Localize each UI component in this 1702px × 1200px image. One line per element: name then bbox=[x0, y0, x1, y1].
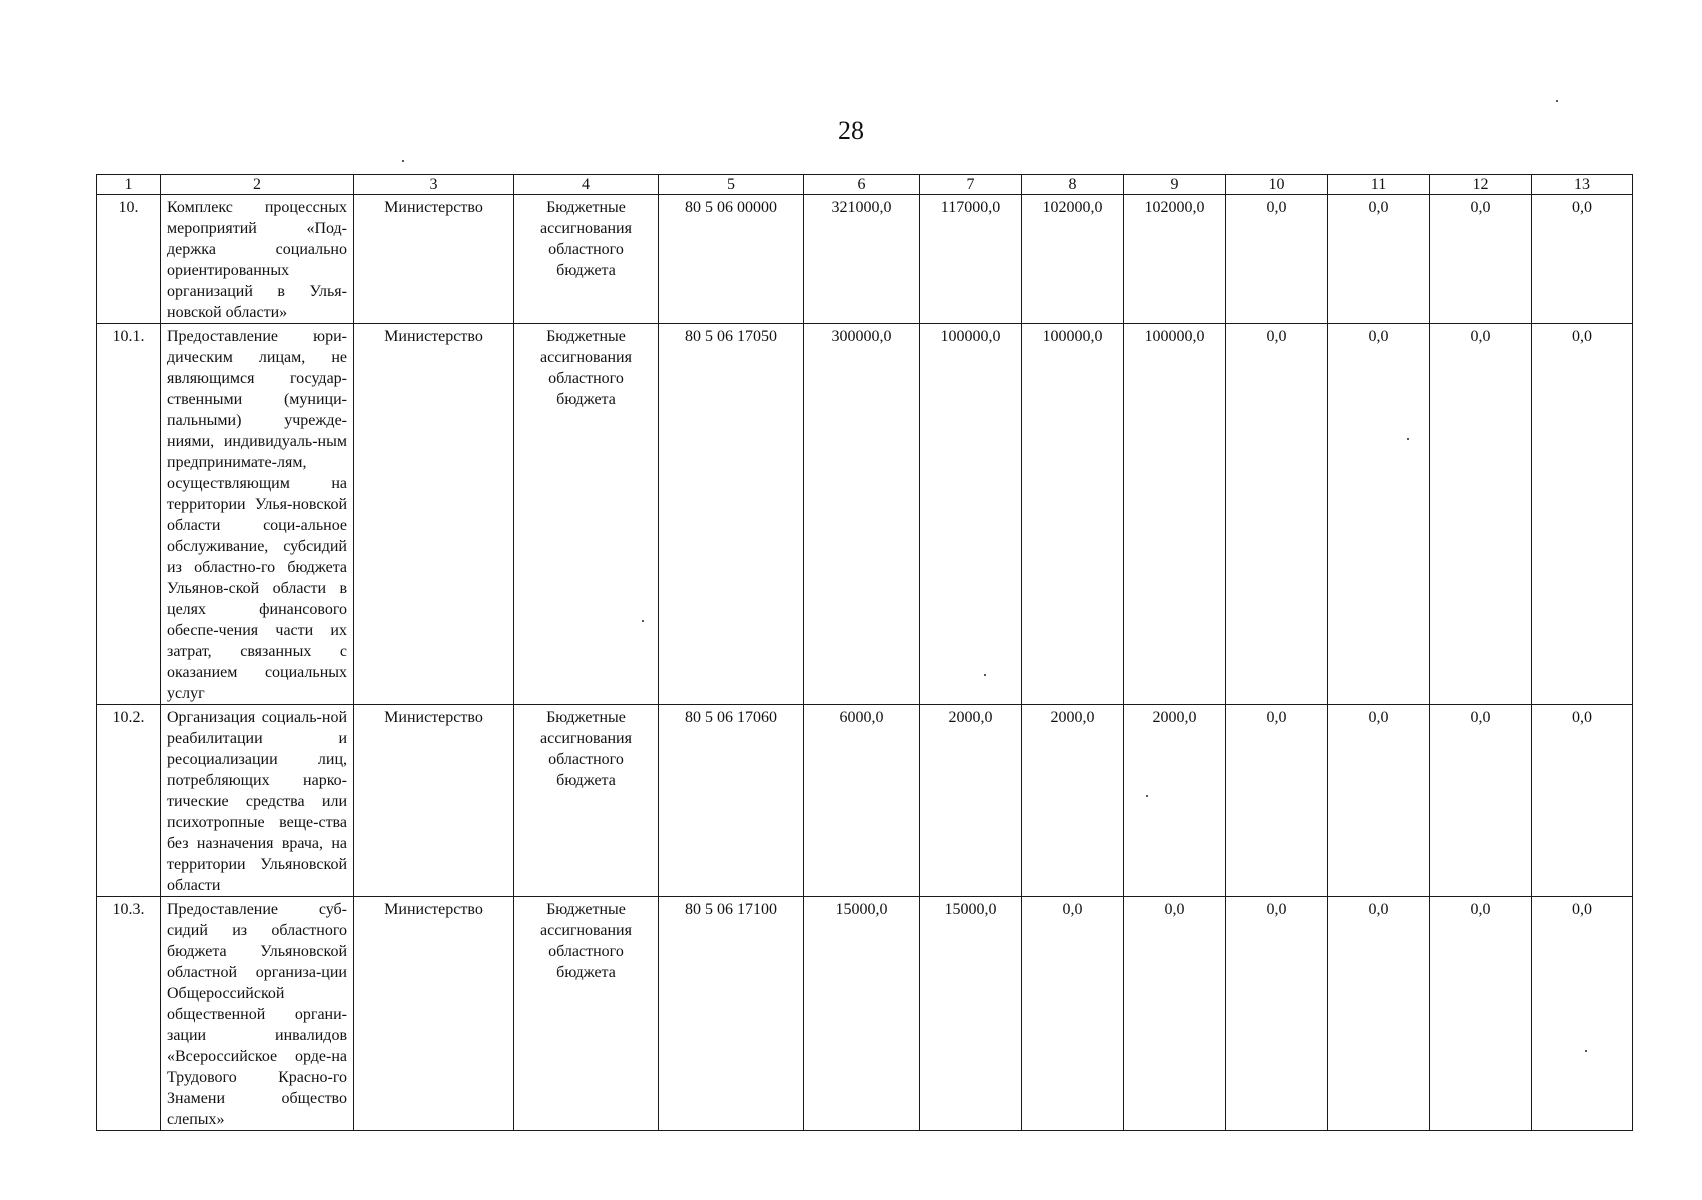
value-cell: 0,0 bbox=[1430, 705, 1532, 897]
value-cell: 300000,0 bbox=[804, 324, 920, 705]
value-cell: 0,0 bbox=[1532, 195, 1633, 324]
table-row bbox=[97, 195, 1633, 324]
row-number: 10. bbox=[97, 195, 161, 324]
page-number: 28 bbox=[838, 116, 864, 145]
executor: Министерство bbox=[354, 195, 514, 324]
scan-speck bbox=[1556, 100, 1558, 102]
value-cell: 102000,0 bbox=[1124, 195, 1226, 324]
funding-source: Бюджетные ассигнования областного бюджета bbox=[514, 324, 659, 705]
funding-source: Бюджетные ассигнования областного бюджета bbox=[514, 705, 659, 897]
column-header: 1 bbox=[97, 175, 161, 195]
header-row bbox=[97, 175, 1633, 195]
value-cell: 0,0 bbox=[1328, 195, 1430, 324]
value-cell: 0,0 bbox=[1022, 897, 1124, 1131]
table-row bbox=[97, 897, 1633, 1131]
column-header: 4 bbox=[514, 175, 659, 195]
value-cell: 0,0 bbox=[1532, 705, 1633, 897]
column-header: 3 bbox=[354, 175, 514, 195]
executor: Министерство bbox=[354, 705, 514, 897]
column-header: 7 bbox=[920, 175, 1022, 195]
measure-name: Организация социаль-ной реабилитации и ресоциализации лиц, потребляющих нарко-тические средства или психотропные веще-ства без назначения врача, на территории Ульяновской области bbox=[161, 705, 354, 897]
value-cell: 2000,0 bbox=[1022, 705, 1124, 897]
executor: Министерство bbox=[354, 324, 514, 705]
value-cell: 0,0 bbox=[1430, 897, 1532, 1131]
budget-code: 80 5 06 00000 bbox=[659, 195, 804, 324]
value-cell: 0,0 bbox=[1226, 705, 1328, 897]
row-number: 10.1. bbox=[97, 324, 161, 705]
budget-table bbox=[96, 174, 1633, 1131]
value-cell: 0,0 bbox=[1124, 897, 1226, 1131]
value-cell: 0,0 bbox=[1532, 897, 1633, 1131]
column-header: 5 bbox=[659, 175, 804, 195]
value-cell: 321000,0 bbox=[804, 195, 920, 324]
value-cell: 0,0 bbox=[1328, 705, 1430, 897]
value-cell: 100000,0 bbox=[920, 324, 1022, 705]
scan-speck bbox=[402, 160, 404, 162]
budget-code: 80 5 06 17060 bbox=[659, 705, 804, 897]
column-header: 9 bbox=[1124, 175, 1226, 195]
value-cell: 0,0 bbox=[1226, 897, 1328, 1131]
column-header: 12 bbox=[1430, 175, 1532, 195]
value-cell: 15000,0 bbox=[920, 897, 1022, 1131]
value-cell: 15000,0 bbox=[804, 897, 920, 1131]
funding-source: Бюджетные ассигнования областного бюджета bbox=[514, 195, 659, 324]
value-cell: 100000,0 bbox=[1124, 324, 1226, 705]
row-number: 10.2. bbox=[97, 705, 161, 897]
measure-name: Предоставление юри-дическим лицам, не являющимся государ-ственными (муници-пальными) учрежде-ниями, индивидуаль-ным предпринимате-лям, осуществляющим на территории Улья-новской области соци-альное обслуживание, субсидий из областно-го бюджета Ульянов-ской области в целях финансового обеспе-чения части их затрат, связанных с оказанием социальных услуг bbox=[161, 324, 354, 705]
value-cell: 100000,0 bbox=[1022, 324, 1124, 705]
column-header: 10 bbox=[1226, 175, 1328, 195]
value-cell: 0,0 bbox=[1532, 324, 1633, 705]
value-cell: 0,0 bbox=[1328, 897, 1430, 1131]
funding-source: Бюджетные ассигнования областного бюджета bbox=[514, 897, 659, 1131]
value-cell: 102000,0 bbox=[1022, 195, 1124, 324]
measure-name: Предоставление суб-сидий из областного бюджета Ульяновской областной организа-ции Общероссийской общественной органи-зации инвалидов «Всероссийское орде-на Трудового Красно-го Знамени общество слепых» bbox=[161, 897, 354, 1131]
measure-name: Комплекс процессных мероприятий «Под-держка социально ориентированных организаций в Улья-новской области» bbox=[161, 195, 354, 324]
budget-code: 80 5 06 17050 bbox=[659, 324, 804, 705]
value-cell: 0,0 bbox=[1226, 195, 1328, 324]
value-cell: 117000,0 bbox=[920, 195, 1022, 324]
value-cell: 0,0 bbox=[1226, 324, 1328, 705]
value-cell: 0,0 bbox=[1328, 324, 1430, 705]
table-row bbox=[97, 705, 1633, 897]
column-header: 6 bbox=[804, 175, 920, 195]
executor: Министерство bbox=[354, 897, 514, 1131]
value-cell: 6000,0 bbox=[804, 705, 920, 897]
value-cell: 0,0 bbox=[1430, 195, 1532, 324]
column-header: 8 bbox=[1022, 175, 1124, 195]
row-number: 10.3. bbox=[97, 897, 161, 1131]
value-cell: 0,0 bbox=[1430, 324, 1532, 705]
value-cell: 2000,0 bbox=[920, 705, 1022, 897]
value-cell: 2000,0 bbox=[1124, 705, 1226, 897]
table-row bbox=[97, 324, 1633, 705]
budget-code: 80 5 06 17100 bbox=[659, 897, 804, 1131]
column-header: 13 bbox=[1532, 175, 1633, 195]
column-header: 11 bbox=[1328, 175, 1430, 195]
column-header: 2 bbox=[161, 175, 354, 195]
